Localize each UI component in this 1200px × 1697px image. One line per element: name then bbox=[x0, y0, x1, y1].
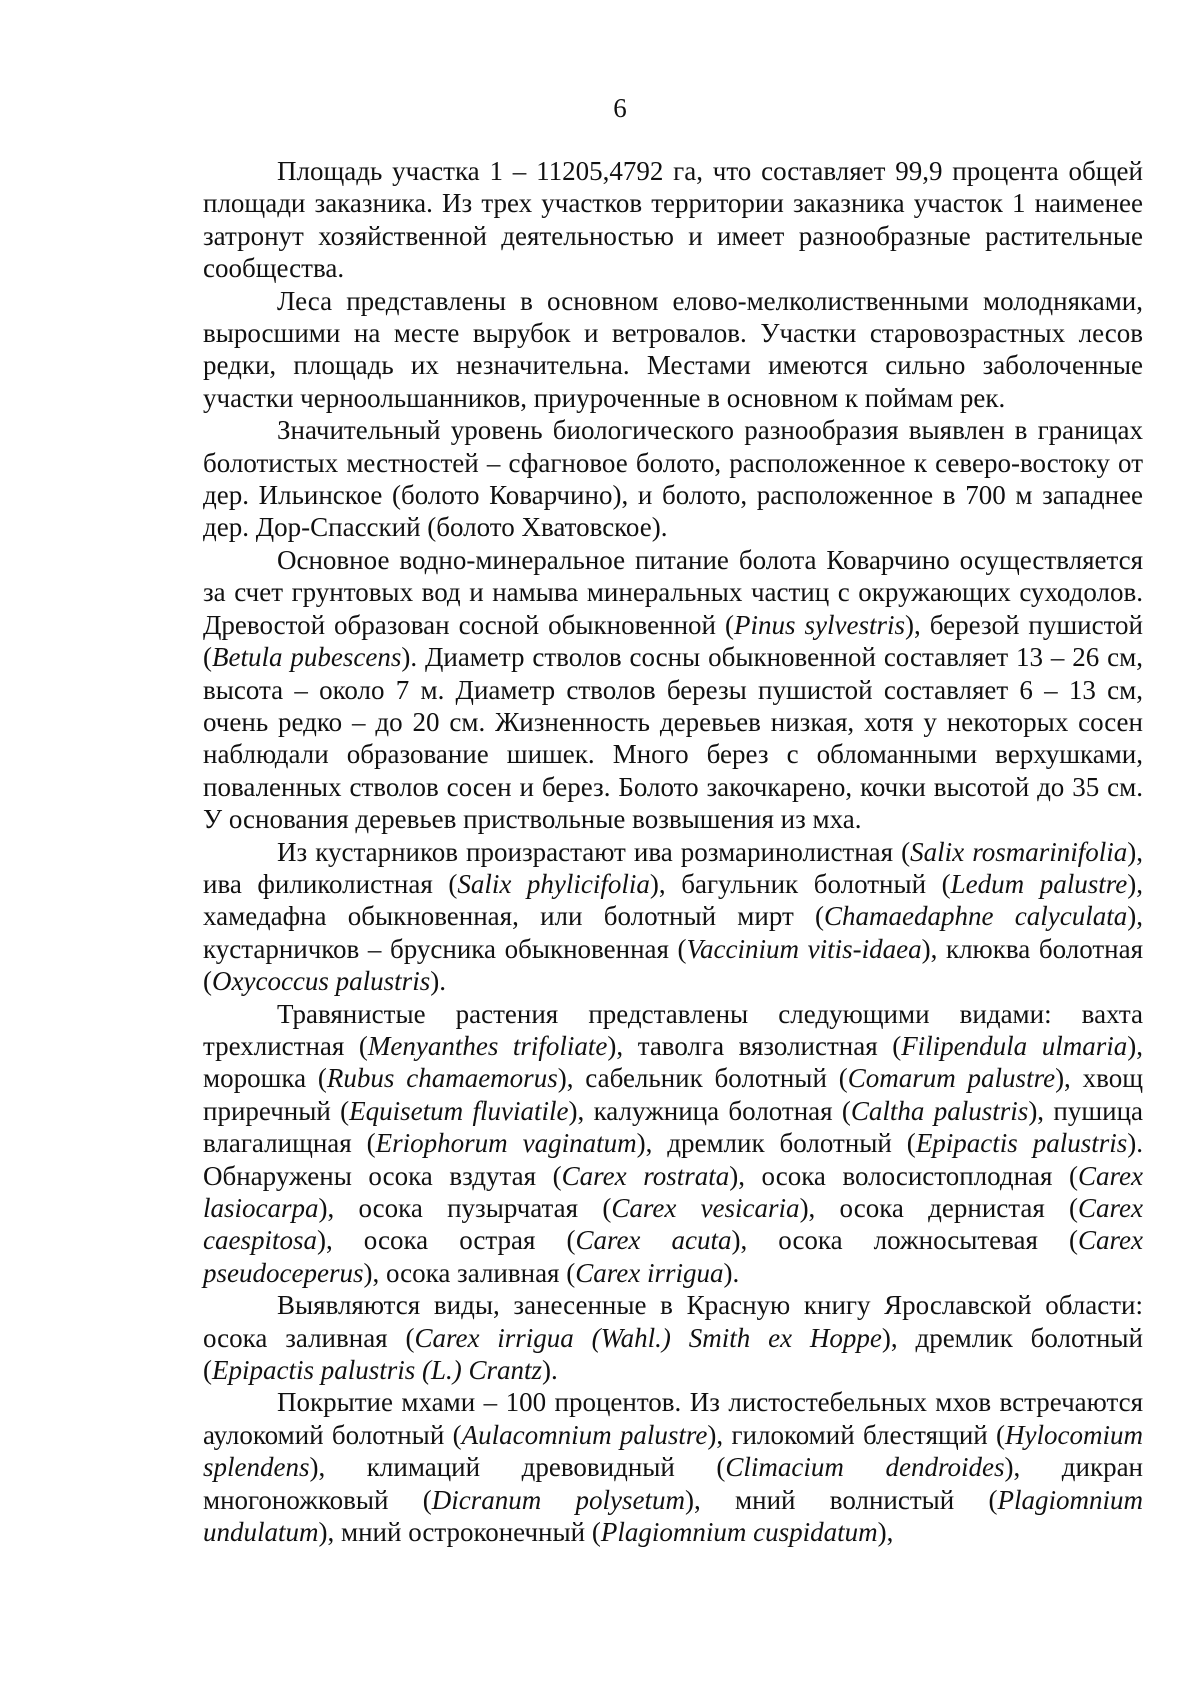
paragraph-text: ), осока ложносытевая ( bbox=[731, 1225, 1078, 1256]
paragraph bbox=[203, 544, 1143, 836]
latin-name: Betula pubescens bbox=[212, 642, 402, 673]
paragraph-text: ), дремлик болотный ( bbox=[203, 1322, 1143, 1386]
paragraph-text: Покрытие мхами – 100 процентов. Из листостебельных мхов встречаются аулокомий болотный ( bbox=[203, 1387, 1143, 1450]
paragraph bbox=[203, 155, 1143, 285]
paragraph-text: Выявляются виды, занесенные в Красную книгу Ярославской области: осока заливная ( bbox=[203, 1290, 1143, 1353]
latin-name: Menyanthes trifoliate bbox=[367, 1030, 608, 1061]
latin-name: Salix rosmarinifolia bbox=[910, 836, 1128, 867]
paragraph-text: Площадь участка 1 – 11205,4792 га, что составляет 99,9 процента общей площади заказника. Из трех участков территории заказника участок 1 наименее затронут хозяйственной деятельностью и имеет разнообразные растительные сообщества. bbox=[203, 156, 1143, 284]
latin-name: Filipendula ulmaria bbox=[901, 1030, 1128, 1061]
paragraph bbox=[203, 1386, 1143, 1548]
latin-name: Hylocomium splendens bbox=[203, 1419, 1143, 1483]
paragraph bbox=[203, 836, 1143, 998]
latin-name: Aulacomnium palustre bbox=[461, 1419, 708, 1450]
paragraph-text: ), bbox=[877, 1517, 894, 1548]
paragraph-text: ), хвощ приречный ( bbox=[203, 1063, 1143, 1126]
paragraph-text: ), кустарничков – брусника обыкновенная ( bbox=[203, 901, 1143, 964]
latin-name: Epipactis palustris bbox=[915, 1128, 1128, 1159]
paragraph-text: ), сабельник болотный ( bbox=[557, 1063, 848, 1094]
latin-name: Plagiomnium cuspidatum bbox=[600, 1517, 878, 1548]
latin-name: Carex irrigua (Wahl.) Smith ex Hoppe bbox=[414, 1322, 882, 1353]
paragraph-text: ), осока острая ( bbox=[317, 1225, 576, 1256]
latin-name: Eriophorum vaginatum bbox=[375, 1128, 637, 1159]
latin-name: Rubus chamaemorus bbox=[326, 1063, 558, 1094]
paragraph-text: ), осока заливная ( bbox=[363, 1257, 576, 1288]
paragraph-text: ), пушица влагалищная ( bbox=[203, 1095, 1144, 1159]
latin-name: Carex irrigua bbox=[575, 1257, 724, 1288]
paragraph bbox=[203, 414, 1143, 544]
paragraph-text: ). bbox=[430, 966, 446, 997]
latin-name: Climacium dendroides bbox=[725, 1452, 1005, 1483]
paragraph-text: ), осока волосистоплодная ( bbox=[729, 1160, 1079, 1191]
paragraph-text: ). Обнаружены осока вздутая ( bbox=[203, 1128, 1144, 1191]
latin-name: Plagiomnium undulatum bbox=[203, 1484, 1144, 1548]
paragraph-text: ), клюква болотная ( bbox=[203, 933, 1143, 997]
paragraph-text: Из кустарников произрастают ива розмаринолистная ( bbox=[277, 836, 911, 867]
latin-name: Chamaedaphne calyculata bbox=[824, 901, 1128, 932]
paragraph-text: ), морошка ( bbox=[203, 1030, 1143, 1094]
paragraph-text: ), калужница болотная ( bbox=[568, 1095, 851, 1126]
paragraph-text: ), дикран многоножковый ( bbox=[203, 1452, 1144, 1515]
latin-name: Carex rostrata bbox=[561, 1160, 730, 1191]
paragraph-text: ), мний волнистый ( bbox=[685, 1484, 998, 1515]
paragraph-text: Травянистые растения представлены следующими видами: вахта трехлистная ( bbox=[203, 998, 1143, 1061]
latin-name: Comarum palustre bbox=[847, 1063, 1056, 1094]
paragraph-text: ), дремлик болотный ( bbox=[636, 1128, 916, 1159]
latin-name: Oxycoccus palustris bbox=[212, 966, 431, 997]
latin-name: Ledum palustre bbox=[950, 868, 1128, 899]
paragraph-text: ), осока пузырчатая ( bbox=[318, 1193, 612, 1223]
paragraph-text: Леса представлены в основном елово-мелколиственными молодняками, выросшими на месте вырубок и ветровалов. Участки старовозрастных лесов редки, площадь их незначительна. Местами имеются сильно заболоченные участки черноольшанников, приуроченные в основном к поймам рек. bbox=[203, 285, 1143, 413]
paragraph-text: ), климаций древовидный ( bbox=[309, 1452, 726, 1483]
paragraph-text: ). bbox=[542, 1355, 558, 1386]
latin-name: Pinus sylvestris bbox=[734, 609, 906, 640]
paragraph-text: ), багульник болотный ( bbox=[649, 868, 951, 899]
latin-name: Salix phylicifolia bbox=[457, 868, 650, 899]
paragraph-text: ), березой пушистой ( bbox=[203, 609, 1143, 673]
latin-name: Carex vesicaria bbox=[611, 1193, 800, 1223]
paragraph bbox=[203, 1289, 1143, 1386]
paragraph-text: ). bbox=[723, 1257, 740, 1288]
latin-name: Equisetum fluviatile bbox=[349, 1095, 569, 1126]
latin-name: Carex lasiocarpa bbox=[203, 1160, 1143, 1223]
latin-name: Vaccinium vitis-idaea bbox=[686, 933, 922, 964]
paragraph-text: Основное водно-минеральное питание болота Коварчино осуществляется за счет грунтовых вод и намыва минеральных частиц с окружающих суходолов. Древостой образован сосной обыкновенной ( bbox=[203, 544, 1143, 640]
paragraph-text: ). Диаметр стволов сосны обыкновенной составляет 13 – 26 см, высота – около 7 м. Диаметр стволов березы пушистой составляет 6 – 13 см, очень редко – до 20 см. Жизненность деревьев низкая, хотя у некоторых сосен наблюдали образование шишек. Много берез с обломанными верхушками, поваленных стволов сосен и берез. Болото закочкарено, кочки высотой до 35 см. У основания деревьев приствольные возвышения из мха. bbox=[203, 642, 1143, 835]
paragraph-text: ), мний остроконечный ( bbox=[318, 1517, 601, 1548]
latin-name: Carex caespitosa bbox=[203, 1193, 1144, 1256]
latin-name: Epipactis palustris (L.) Crantz bbox=[212, 1355, 543, 1386]
paragraph bbox=[203, 285, 1143, 415]
page-number: 6 bbox=[613, 93, 627, 123]
latin-name: Carex acuta bbox=[575, 1225, 732, 1256]
document-body bbox=[203, 155, 1143, 1548]
paragraph-text: ), хамедафна обыкновенная, или болотный мирт ( bbox=[203, 868, 1143, 932]
latin-name: Carex pseudoceperus bbox=[203, 1225, 1143, 1288]
paragraph-text: Значительный уровень биологического разнообразия выявлен в границах болотистых местностей – сфагновое болото, расположенное к северо-востоку от дер. Ильинское (болото Коварчино), и болото, расположенное в 700 м западнее дер. Дор-Спасский (болото Хватовское). bbox=[203, 415, 1143, 543]
paragraph-text: ), ива филиколистная ( bbox=[203, 836, 1144, 899]
paragraph-text: ), осока дернистая ( bbox=[799, 1193, 1079, 1223]
latin-name: Dicranum polysetum bbox=[431, 1484, 686, 1515]
paragraph bbox=[203, 998, 1143, 1290]
paragraph-text: ), гилокомий блестящий ( bbox=[707, 1419, 1006, 1450]
paragraph-text: ), таволга вязолистная ( bbox=[607, 1030, 902, 1061]
latin-name: Caltha palustris bbox=[850, 1095, 1029, 1126]
